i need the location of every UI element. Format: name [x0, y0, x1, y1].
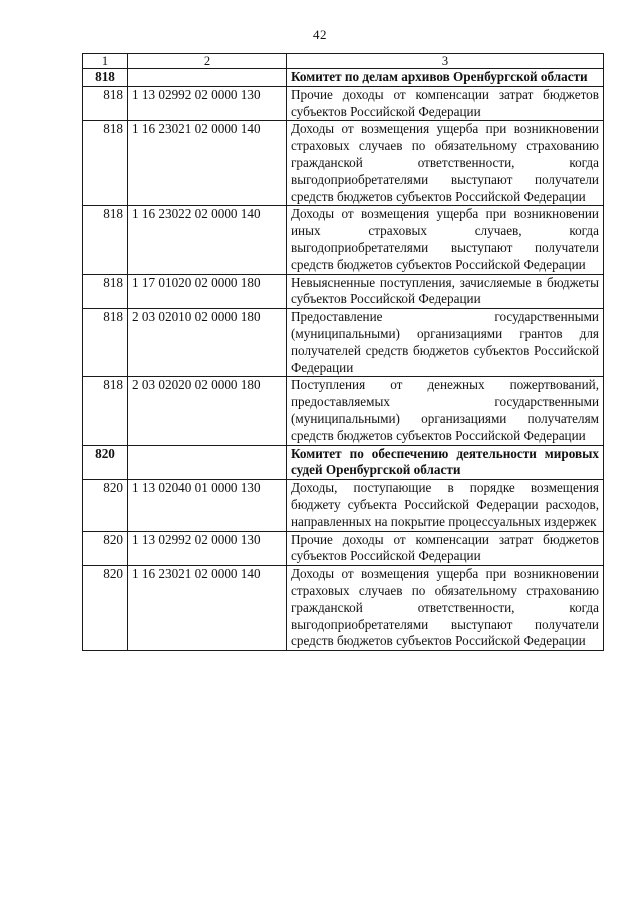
- administrator-code-cell: 820: [83, 445, 128, 480]
- table-row-committee: [83, 445, 604, 480]
- revenue-name-cell: Доходы, поступающие в порядке возмещения бюджету субъекта Российской Федерации расходов, направленных на покрытие процессуальных издержек: [287, 480, 604, 531]
- administrator-code-cell: 820: [83, 480, 128, 531]
- budget-classification-code-cell: 1 16 23021 02 0000 140: [128, 566, 287, 651]
- committee-name-cell: Комитет по обеспечению деятельности мировых судей Оренбургской области: [287, 445, 604, 480]
- page-number: 42: [313, 27, 327, 42]
- revenue-name-cell: Предоставление государственными (муниципальными) организациями грантов для получателей средств бюджетов субъектов Российской Федерации: [287, 309, 604, 377]
- column-header-3: 3: [287, 54, 604, 69]
- table-row: [83, 566, 604, 651]
- budget-classification-code-cell: 1 13 02992 02 0000 130: [128, 531, 287, 566]
- budget-classification-code-cell: 2 03 02020 02 0000 180: [128, 377, 287, 445]
- administrator-code-cell: 818: [83, 206, 128, 274]
- committee-name-cell: Комитет по делам архивов Оренбургской области: [287, 69, 604, 87]
- budget-classification-code-cell: 1 13 02040 01 0000 130: [128, 480, 287, 531]
- budget-classification-code-cell: 1 16 23021 02 0000 140: [128, 121, 287, 206]
- column-header-1: 1: [83, 54, 128, 69]
- budget-classification-code-cell: [128, 445, 287, 480]
- table-row: [83, 531, 604, 566]
- column-header-2: 2: [128, 54, 287, 69]
- budget-classification-code-cell: 1 16 23022 02 0000 140: [128, 206, 287, 274]
- table-row: [83, 309, 604, 377]
- revenue-name-cell: Поступления от денежных пожертвований, предоставляемых государственными (муниципальными) организациями получателям средств бюджетов субъектов Российской Федерации: [287, 377, 604, 445]
- administrator-code-cell: 818: [83, 69, 128, 87]
- administrator-code-cell: 818: [83, 121, 128, 206]
- table-row: [83, 86, 604, 121]
- administrator-code-cell: 818: [83, 377, 128, 445]
- budget-classification-code-cell: 1 13 02992 02 0000 130: [128, 86, 287, 121]
- table-body: [83, 54, 604, 651]
- administrator-code-cell: 818: [83, 86, 128, 121]
- budget-classification-code-cell: [128, 69, 287, 87]
- revenue-codes-table: [82, 53, 604, 651]
- budget-classification-code-cell: 1 17 01020 02 0000 180: [128, 274, 287, 309]
- table-row: [83, 274, 604, 309]
- budget-classification-code-cell: 2 03 02010 02 0000 180: [128, 309, 287, 377]
- revenue-name-cell: Невыясненные поступления, зачисляемые в бюджеты субъектов Российской Федерации: [287, 274, 604, 309]
- administrator-code-cell: 818: [83, 274, 128, 309]
- table-row: [83, 121, 604, 206]
- table-header-row: [83, 54, 604, 69]
- revenue-name-cell: Прочие доходы от компенсации затрат бюджетов субъектов Российской Федерации: [287, 86, 604, 121]
- administrator-code-cell: 820: [83, 531, 128, 566]
- table-row: [83, 480, 604, 531]
- table-row: [83, 206, 604, 274]
- table-row-committee: [83, 69, 604, 87]
- administrator-code-cell: 818: [83, 309, 128, 377]
- table-row: [83, 377, 604, 445]
- revenue-name-cell: Прочие доходы от компенсации затрат бюджетов субъектов Российской Федерации: [287, 531, 604, 566]
- administrator-code-cell: 820: [83, 566, 128, 651]
- revenue-name-cell: Доходы от возмещения ущерба при возникновении иных страховых случаев, когда выгодоприобретателями выступают получатели средств бюджетов субъектов Российской Федерации: [287, 206, 604, 274]
- revenue-name-cell: Доходы от возмещения ущерба при возникновении страховых случаев по обязательному страхованию гражданской ответственности, когда выгодоприобретателями выступают получатели средств бюджетов субъектов Российской Федерации: [287, 566, 604, 651]
- revenue-name-cell: Доходы от возмещения ущерба при возникновении страховых случаев по обязательному страхованию гражданской ответственности, когда выгодоприобретателями выступают получатели средств бюджетов субъектов Российской Федерации: [287, 121, 604, 206]
